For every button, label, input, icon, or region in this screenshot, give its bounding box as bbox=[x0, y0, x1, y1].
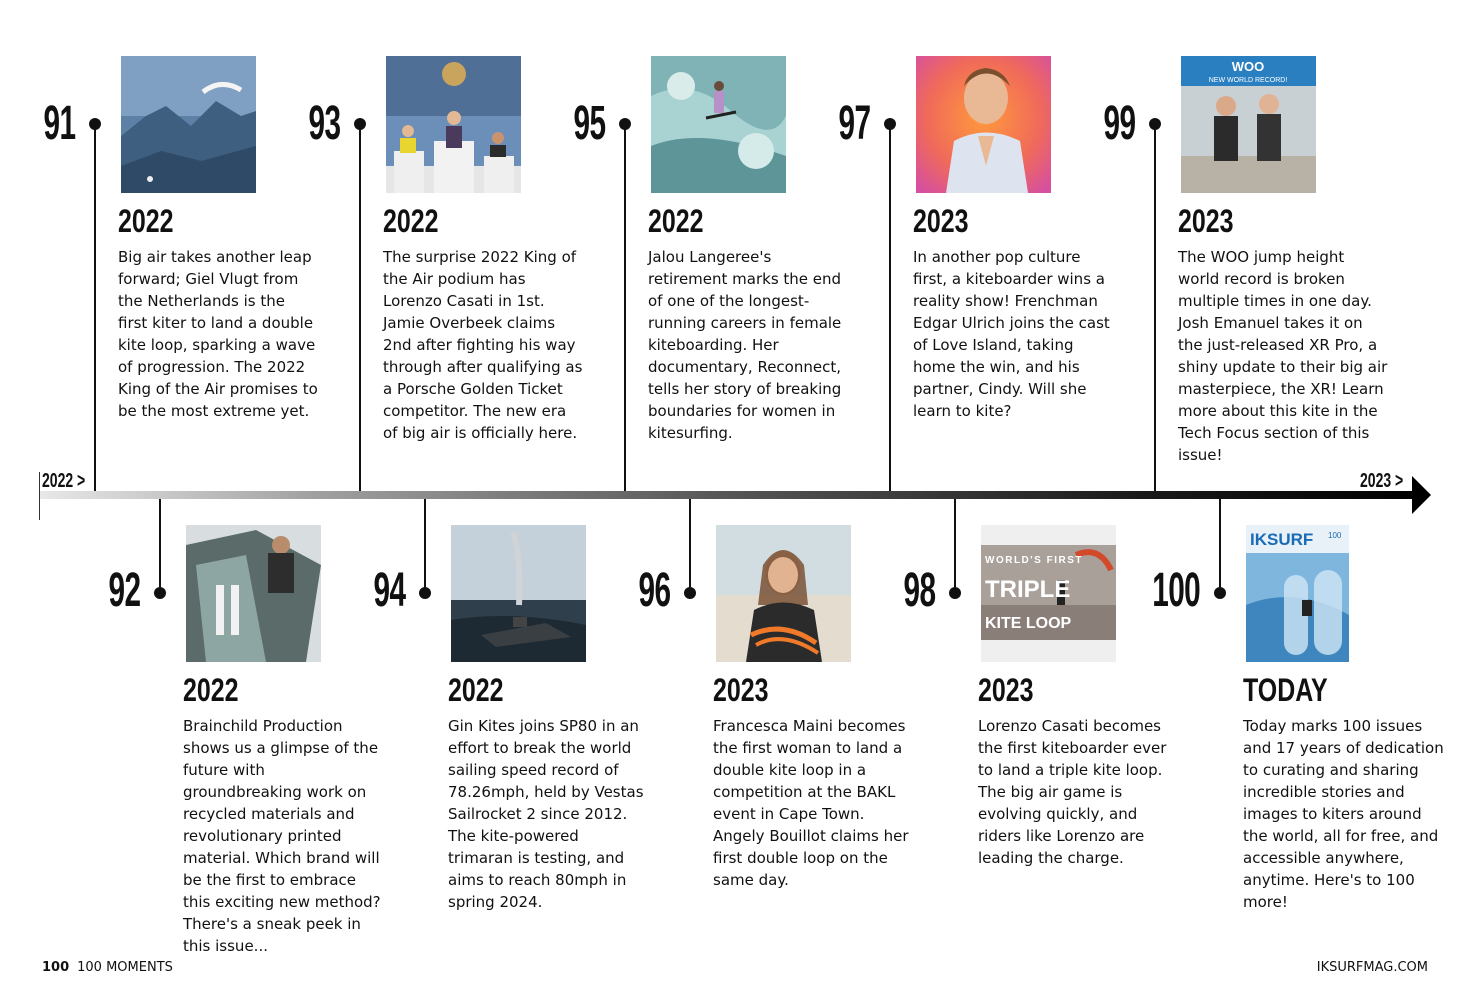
moment-photo-92 bbox=[186, 525, 321, 662]
moment-description: Big air takes another leap forward; Giel Vlugt from the Netherlands is the first kiter to land a double kite loop, sparking a wave of progression. The 2022 King of the Air promises to be the most extreme yet. bbox=[118, 248, 318, 420]
moment-photo-95 bbox=[651, 56, 786, 193]
moment-stem bbox=[954, 499, 956, 593]
moment-stem bbox=[424, 499, 426, 593]
moment-description: In another pop culture first, a kiteboarder wins a reality show! Frenchman Edgar Ulrich joins the cast of Love Island, taking home the win, and his partner, Cindy. Will she learn to kite? bbox=[913, 248, 1110, 420]
moment-number: 98 bbox=[903, 564, 935, 617]
moment-description: The WOO jump height world record is broken multiple times in one day. Josh Emanuel takes it on the just-released XR Pro, a shiny update to their big air masterpiece, the XR! Learn more about this kite in the Tech Focus section of this issue! bbox=[1178, 248, 1388, 464]
moment-number: 96 bbox=[638, 564, 670, 617]
moment-stem bbox=[359, 124, 361, 491]
timeline-start-label: 2022 > bbox=[42, 470, 86, 492]
moment-number: 91 bbox=[43, 97, 75, 150]
moment-description: Lorenzo Casati becomes the first kiteboarder ever to land a triple kite loop. The big air game is evolving quickly, and riders like Lorenzo are leading the charge. bbox=[978, 717, 1167, 867]
moment-number: 97 bbox=[838, 97, 870, 150]
moment-description: Francesca Maini becomes the first woman to land a double kite loop in a competition at the BAKL event in Cape Town. Angely Bouillot claims her first double loop on the same day. bbox=[713, 717, 909, 889]
timeline-end-label: 2023 > bbox=[1360, 470, 1404, 492]
moment-year: 2022 bbox=[648, 203, 704, 239]
moment-stem bbox=[94, 124, 96, 491]
moment-year: 2023 bbox=[913, 203, 969, 239]
moment-photo-91 bbox=[121, 56, 256, 193]
moment-number: 94 bbox=[373, 564, 405, 617]
moment-year: 2022 bbox=[118, 203, 174, 239]
moment-photo-98 bbox=[981, 525, 1116, 662]
moment-stem bbox=[689, 499, 691, 593]
timeline-arrow-head bbox=[1412, 476, 1431, 514]
moment-description: Gin Kites joins SP80 in an effort to break the world sailing speed record of 78.26mph, held by Vestas Sailrocket 2 since 2012. The kite-powered trimaran is testing, and aims to reach 80mph in spring 2024. bbox=[448, 717, 644, 911]
moment-photo-97 bbox=[916, 56, 1051, 193]
moment-description: The surprise 2022 King of the Air podium has Lorenzo Casati in 1st. Jamie Overbeek claims 2nd after fighting his way through after qualifying as a Porsche Golden Ticket competitor. The new era of big air is officially here. bbox=[383, 248, 583, 442]
moment-description: Brainchild Production shows us a glimpse of the future with groundbreaking work on recycled materials and revolutionary printed material. Which brand will be the first to embrace this exciting new method? There's a sneak peek in this issue... bbox=[183, 717, 381, 955]
moment-year: 2023 bbox=[713, 672, 769, 708]
moment-stem bbox=[889, 124, 891, 491]
moment-description: Jalou Langeree's retirement marks the end of one of the longest-running careers in female kiteboarding. Her documentary, Reconnect, tells her story of breaking boundaries for women in kitesurfing. bbox=[648, 248, 842, 442]
magazine-issue: 100 bbox=[1328, 531, 1342, 540]
moment-number: 92 bbox=[108, 564, 140, 617]
moment-stem bbox=[624, 124, 626, 491]
moment-year: 2022 bbox=[183, 672, 239, 708]
moment-year: TODAY bbox=[1243, 672, 1328, 708]
moment-photo-94 bbox=[451, 525, 586, 662]
timeline-axis bbox=[40, 491, 1418, 499]
moment-year: 2022 bbox=[383, 203, 439, 239]
moment-stem bbox=[159, 499, 161, 593]
moment-year: 2023 bbox=[1178, 203, 1234, 239]
moment-description: Today marks 100 issues and 17 years of dedication to curating and sharing incredible stories and images to kiters around the world, all for free, and accessible anywhere, anytime. Here's to 100 more! bbox=[1243, 717, 1444, 911]
thumbnail-title: TRIPLE bbox=[985, 576, 1071, 603]
magazine-logo: IKSURF bbox=[1250, 530, 1314, 549]
moment-photo-96 bbox=[716, 525, 851, 662]
page-number: 100 bbox=[42, 960, 70, 975]
thumbnail-subtitle: KITE LOOP bbox=[985, 615, 1072, 632]
moment-year: 2022 bbox=[448, 672, 504, 708]
moment-photo-100 bbox=[1246, 525, 1349, 662]
section-title: 100 MOMENTS bbox=[77, 960, 173, 975]
site-url[interactable]: IKSURFMAG.COM bbox=[1316, 960, 1428, 975]
moment-number: 100 bbox=[1152, 564, 1200, 617]
moment-number: 93 bbox=[308, 97, 340, 150]
moment-stem bbox=[1219, 499, 1221, 593]
footer-left bbox=[42, 960, 173, 975]
woo-record-text: NEW WORLD RECORD! bbox=[1208, 77, 1288, 84]
moment-photo-99 bbox=[1181, 56, 1316, 193]
moment-stem bbox=[1154, 124, 1156, 491]
woo-logo-text: WOO bbox=[1231, 59, 1265, 74]
moment-year: 2023 bbox=[978, 672, 1034, 708]
moment-number: 95 bbox=[573, 97, 605, 150]
moment-photo-93 bbox=[386, 56, 521, 193]
thumbnail-caption: WORLD'S FIRST bbox=[985, 555, 1083, 566]
moment-number: 99 bbox=[1103, 97, 1135, 150]
